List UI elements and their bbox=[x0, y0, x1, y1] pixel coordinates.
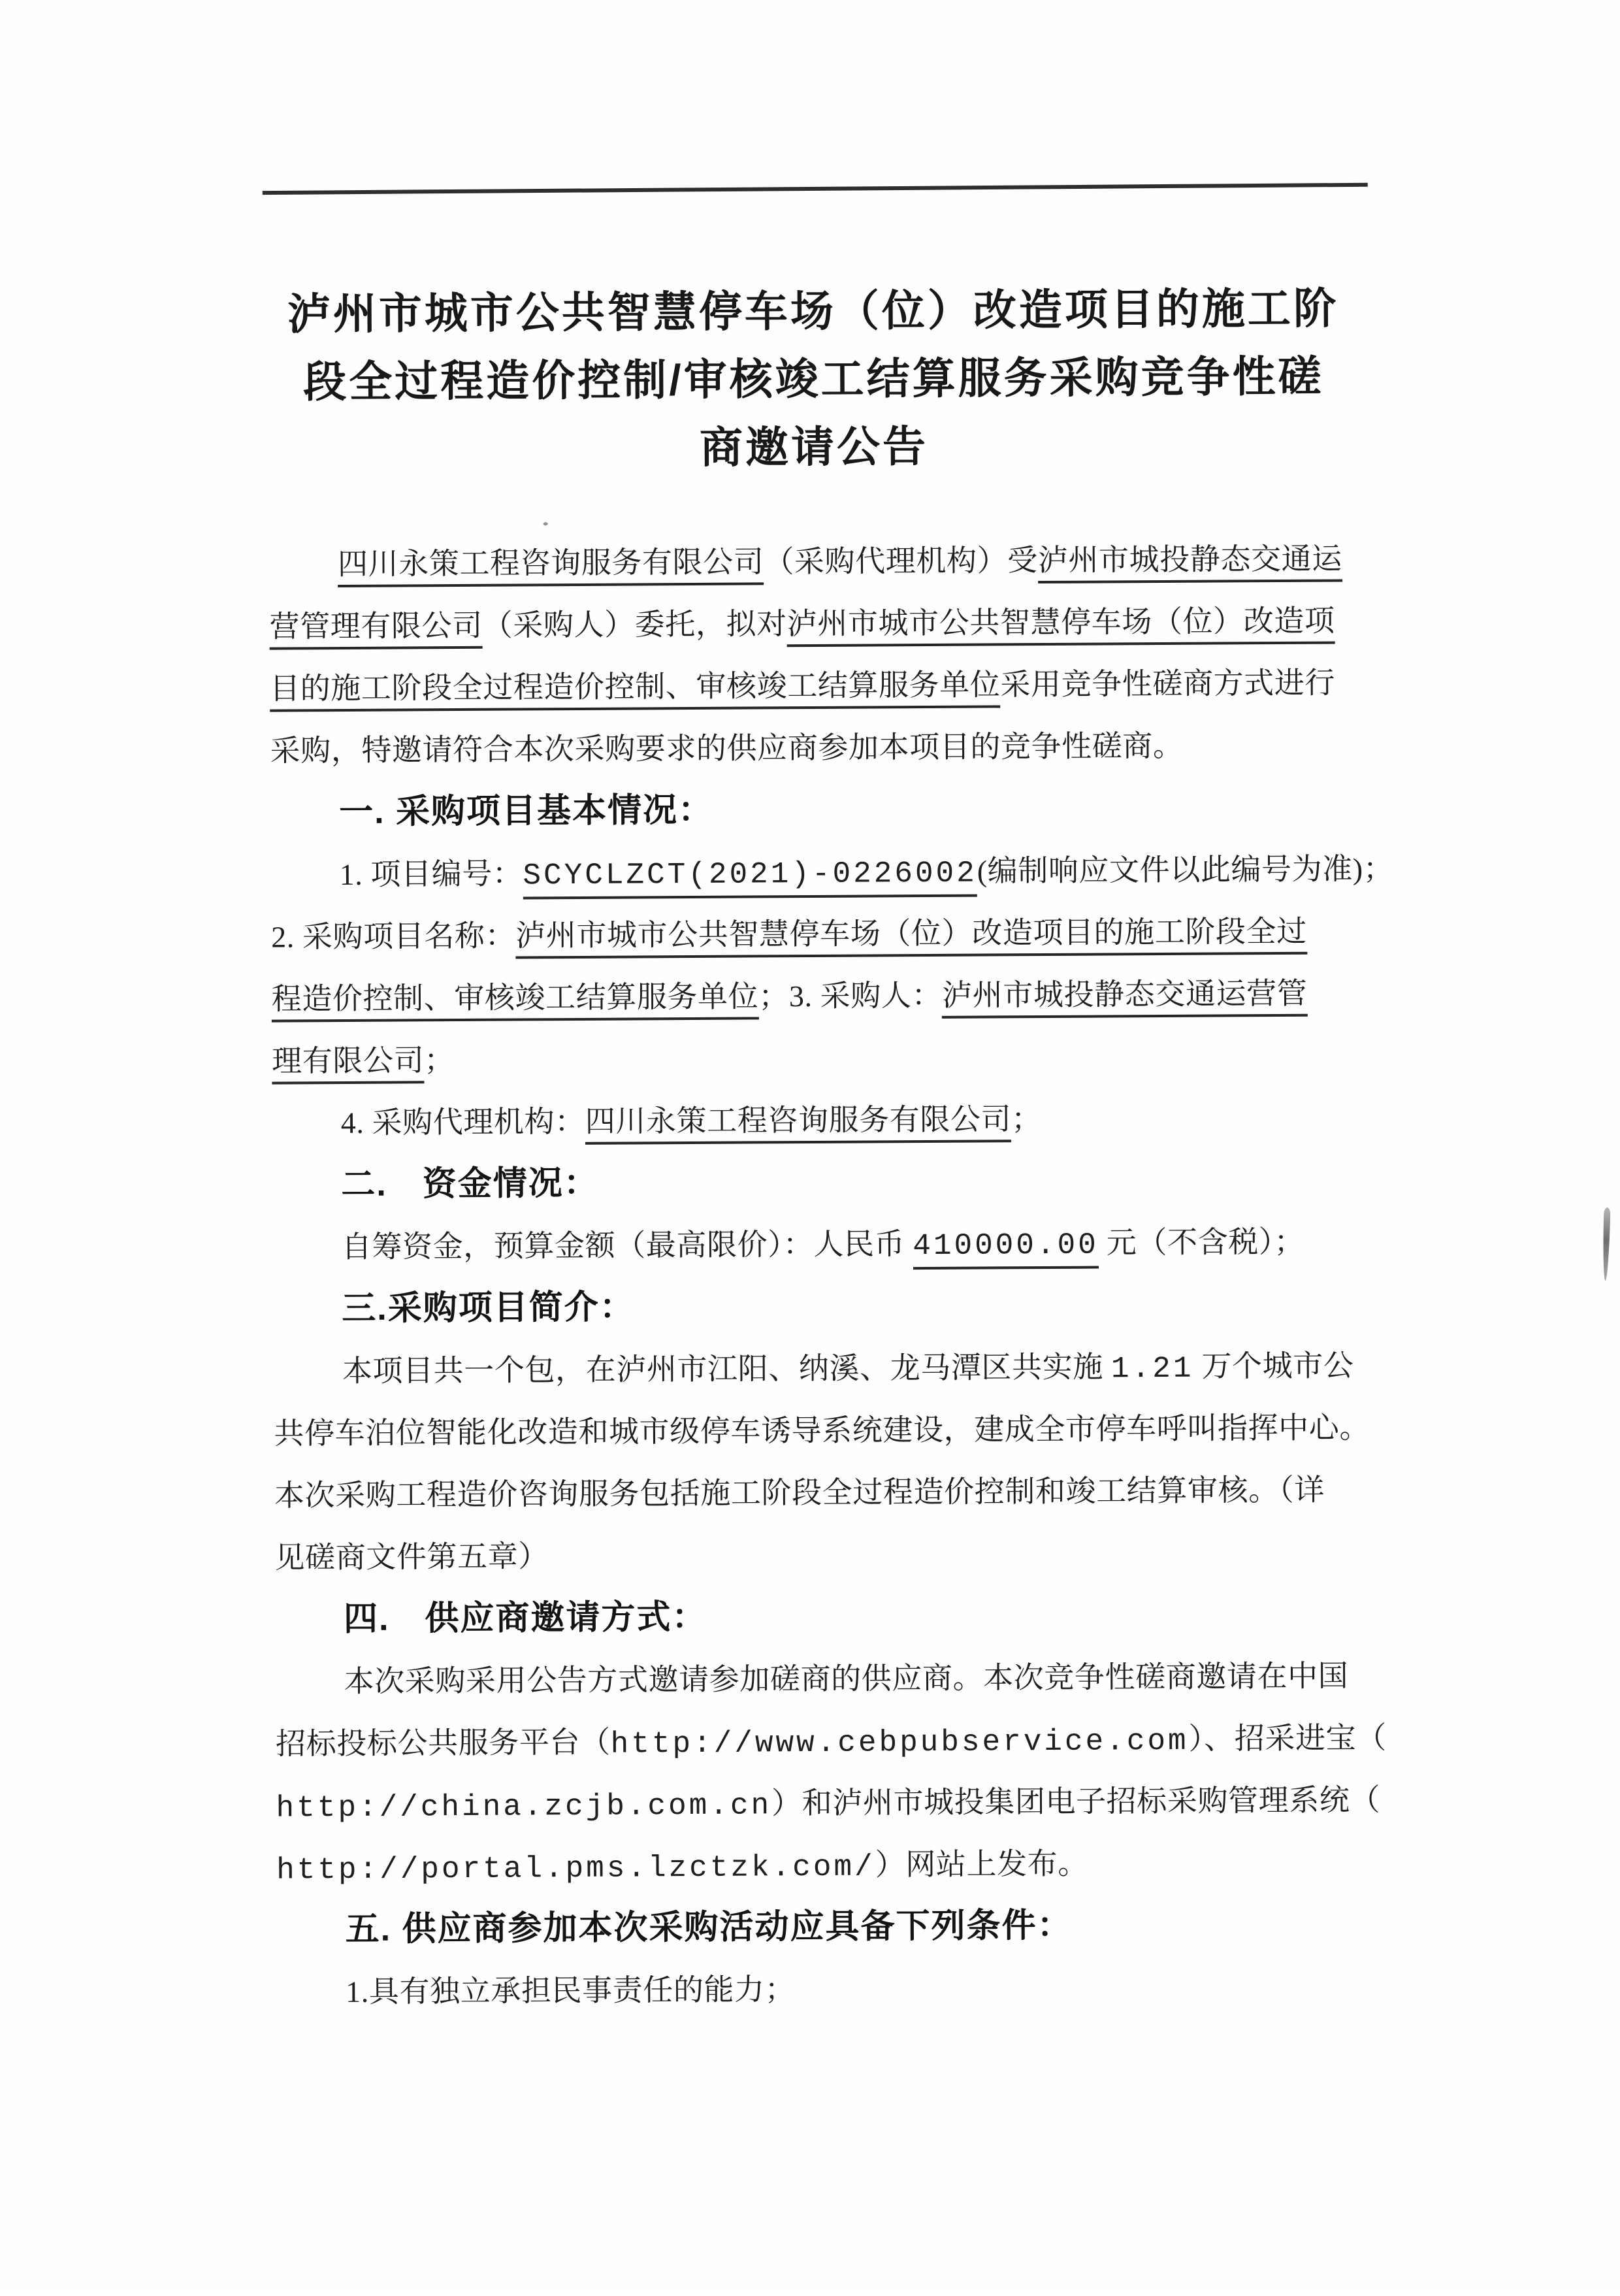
underlined-text: 四川永策工程咨询服务有限公司 bbox=[338, 545, 764, 587]
text-line bbox=[269, 527, 1419, 596]
scan-top-rule bbox=[263, 183, 1368, 195]
text-segment: (编制响应文件以此编号为准)； bbox=[977, 852, 1394, 888]
text-segment: ）和泸州市城投集团电子招标采购管理系统（ bbox=[771, 1783, 1381, 1820]
section-heading bbox=[275, 1583, 1425, 1651]
section-heading bbox=[273, 1272, 1423, 1341]
underlined-text: 泸州市城市公共智慧停车场（位）改造项 bbox=[787, 604, 1335, 648]
text-segment: ； bbox=[424, 1043, 455, 1077]
section-heading bbox=[270, 776, 1421, 844]
text-segment: 4. 采购代理机构： bbox=[340, 1104, 585, 1140]
text-segment: ； bbox=[1011, 1102, 1042, 1136]
text-line bbox=[270, 838, 1421, 906]
text-line bbox=[272, 1086, 1422, 1155]
text-segment: 万个城市公 bbox=[1193, 1349, 1354, 1383]
text-segment: 1.21 bbox=[1110, 1351, 1194, 1386]
text-line bbox=[274, 1458, 1425, 1527]
text-segment: 2. 采购项目名称： bbox=[271, 919, 516, 954]
text-segment: 本项目共一个包，在泸州市江阳、纳溪、龙马潭区共实施 bbox=[342, 1350, 1112, 1388]
section-heading bbox=[276, 1893, 1427, 1961]
underlined-text: 泸州市城投静态交通运营管 bbox=[942, 977, 1308, 1019]
text-segment: 见磋商文件第五章） bbox=[274, 1539, 549, 1575]
text-segment: 一. 采购项目基本情况： bbox=[338, 791, 714, 832]
text-segment: 1.具有独立承担民事责任的能力； bbox=[346, 1973, 796, 2009]
text-segment: 采用竞争性磋商方式进行 bbox=[1000, 666, 1336, 702]
text-segment: （采购人）委托，拟对 bbox=[482, 607, 787, 642]
text-segment: http://www.cebpubservice.com bbox=[610, 1724, 1189, 1762]
text-line bbox=[274, 1334, 1424, 1403]
text-segment: 三.采购项目简介： bbox=[342, 1288, 635, 1328]
text-line bbox=[272, 1024, 1422, 1092]
text-line bbox=[271, 900, 1421, 968]
text-segment: ）、招采进宝（ bbox=[1188, 1721, 1387, 1756]
text-segment: 本次采购工程造价咨询服务包括施工阶段全过程造价控制和竣工结算审核。（详 bbox=[274, 1473, 1325, 1513]
underlined-text: 理有限公司 bbox=[272, 1043, 424, 1084]
text-segment: ）网站上发布。 bbox=[875, 1846, 1088, 1882]
underlined-text: 四川永策工程咨询服务有限公司 bbox=[585, 1102, 1012, 1145]
title-line: 段全过程造价控制/审核竣工结算服务采购竞争性磋 bbox=[303, 352, 1324, 406]
text-line bbox=[269, 589, 1419, 658]
text-line bbox=[275, 1645, 1425, 1713]
text-line bbox=[276, 1831, 1427, 1899]
text-line bbox=[274, 1520, 1425, 1589]
text-segment: 共停车泊位智能化改造和城市级停车诱导系统建设，建成全市停车呼叫指挥中心。 bbox=[274, 1411, 1370, 1451]
title-line: 泸州市城市公共智慧停车场（位）改造项目的施工阶 bbox=[287, 284, 1340, 338]
section-heading bbox=[272, 1148, 1423, 1217]
underlined-text: 程造价控制、审核竣工结算服务单位 bbox=[272, 979, 759, 1022]
underlined-text: 营管理有限公司 bbox=[269, 609, 483, 650]
text-segment: 招标投标公共服务平台（ bbox=[275, 1725, 611, 1761]
underlined-text: 目的施工阶段全过程造价控制、审核竣工结算服务单位 bbox=[270, 668, 1001, 712]
title-line: 商邀请公告 bbox=[699, 421, 929, 472]
text-segment: http://china.zcjb.com.cn bbox=[276, 1788, 772, 1826]
underlined-text: 泸州市城投静态交通运 bbox=[1038, 542, 1342, 583]
text-segment: 五. 供应商参加本次采购活动应具备下列条件： bbox=[345, 1906, 1073, 1948]
text-segment: http://portal.pms.lzctzk.com/ bbox=[276, 1850, 875, 1888]
text-line bbox=[271, 962, 1421, 1030]
text-line bbox=[270, 713, 1420, 782]
underlined-text: 410000.00 bbox=[913, 1228, 1099, 1270]
text-segment: ；3. 采购人： bbox=[758, 978, 943, 1013]
underlined-text: SCYCLZCT(2021)-0226002 bbox=[523, 857, 977, 900]
text-segment: 四. 供应商邀请方式： bbox=[343, 1598, 707, 1639]
text-segment: 自筹资金，预算金额（最高限价）：人民币 bbox=[341, 1227, 913, 1264]
text-line bbox=[276, 1707, 1426, 1775]
text-line bbox=[270, 651, 1420, 720]
body-text bbox=[269, 527, 1427, 2024]
text-line bbox=[273, 1210, 1423, 1279]
scan-speck bbox=[543, 522, 548, 525]
document-title bbox=[258, 274, 1370, 484]
text-segment: 1. 项目编号： bbox=[339, 857, 523, 892]
underlined-text: 泸州市城市公共智慧停车场（位）改造项目的施工阶段全过 bbox=[515, 915, 1307, 959]
text-line bbox=[277, 1955, 1427, 2024]
text-line bbox=[276, 1769, 1426, 1837]
text-segment: （采购代理机构）受 bbox=[764, 544, 1038, 579]
text-line bbox=[274, 1396, 1424, 1465]
text-segment: 本次采购采用公告方式邀请参加磋商的供应商。本次竞争性磋商邀请在中国 bbox=[344, 1659, 1349, 1699]
text-segment: 二. 资金情况： bbox=[341, 1164, 599, 1204]
text-segment: 元（不含税）； bbox=[1098, 1224, 1305, 1260]
text-segment: 采购，特邀请符合本次采购要求的供应商参加本项目的竞争性磋商。 bbox=[270, 729, 1184, 768]
